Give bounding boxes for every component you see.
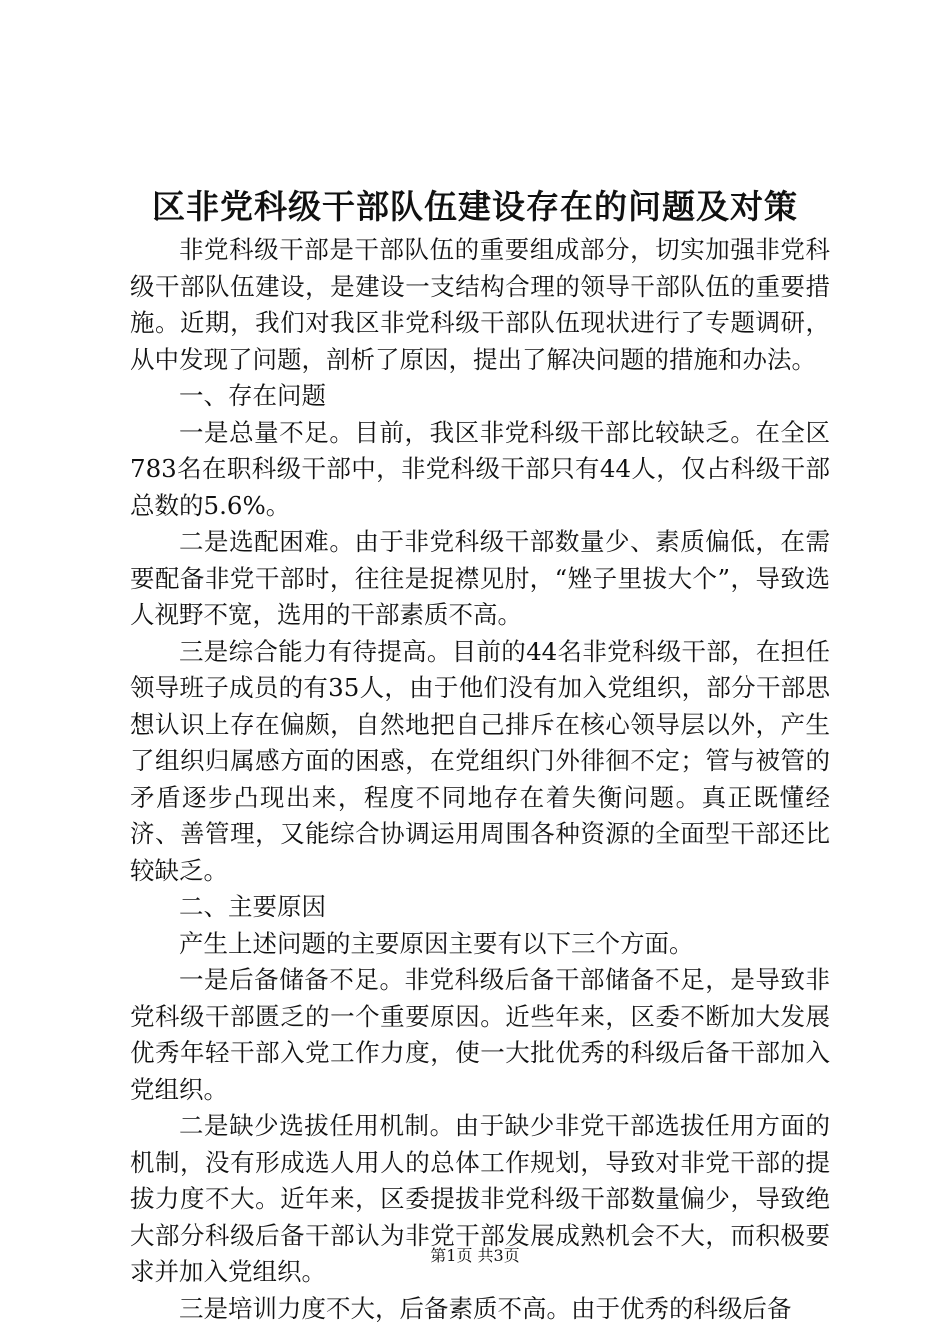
paragraph-cause-2: 二是缺少选拔任用机制。由于缺少非党干部选拔任用方面的机制，没有形成选人用人的总体工作规划，导致对非党干部的提拔力度不大。近年来，区委提拔非党科级干部数量偏少，导致绝大部分科级后备干部认为非党干部发展成熟机会不大，而积极要求并加入党组织。 xyxy=(130,1111,830,1286)
document-title: 区非党科级干部队伍建设存在的问题及对策 xyxy=(152,187,798,226)
paragraph-causes-intro: 产生上述问题的主要原因主要有以下三个方面。 xyxy=(179,928,694,958)
paragraph-cause-1: 一是后备储备不足。非党科级后备干部储备不足，是导致非党科级干部匮乏的一个重要原因。近些年来，区委不断加大发展优秀年轻干部入党工作力度，使一大批优秀的科级后备干部加入党组织。 xyxy=(130,965,830,1104)
paragraph-intro: 非党科级干部是干部队伍的重要组成部分，切实加强非党科级干部队伍建设，是建设一支结构合理的领导干部队伍的重要措施。近期，我们对我区非党科级干部队伍现状进行了专题调研，从中发现了问题，剖析了原因，提出了解决问题的措施和办法。 xyxy=(130,235,830,374)
paragraph-problem-2: 二是选配困难。由于非党科级干部数量少、素质偏低，在需要配备非党干部时，往往是捉襟见肘，“矬子里拔大个”，导致选人视野不宽，选用的干部素质不高。 xyxy=(130,527,830,629)
section-heading-causes: 二、主要原因 xyxy=(179,892,326,921)
section-heading-problems: 一、存在问题 xyxy=(179,381,326,410)
paragraph-problem-1: 一是总量不足。目前，我区非党科级干部比较缺乏。在全区783名在职科级干部中，非党科级干部只有44人，仅占科级干部总数的5.6%。 xyxy=(130,417,830,520)
paragraph-cause-3: 三是培训力度不大，后备素质不高。由于优秀的科级后备 xyxy=(179,1293,792,1323)
document-body xyxy=(130,232,830,1327)
page-number-footer: 第1页 共3页 xyxy=(430,1246,520,1265)
paragraph-problem-3: 三是综合能力有待提高。目前的44名非党科级干部，在担任领导班子成员的有35人，由于他们没有加入党组织，部分干部思想认识上存在偏颇，自然地把自己排斥在核心领导层以外，产生了组织归属感方面的困惑，在党组织门外徘徊不定；管与被管的矛盾逐步凸现出来，程度不同地存在着失衡问题。真正既懂经济、善管理，又能综合协调运用周围各种资源的全面型干部还比较缺乏。 xyxy=(130,636,830,885)
